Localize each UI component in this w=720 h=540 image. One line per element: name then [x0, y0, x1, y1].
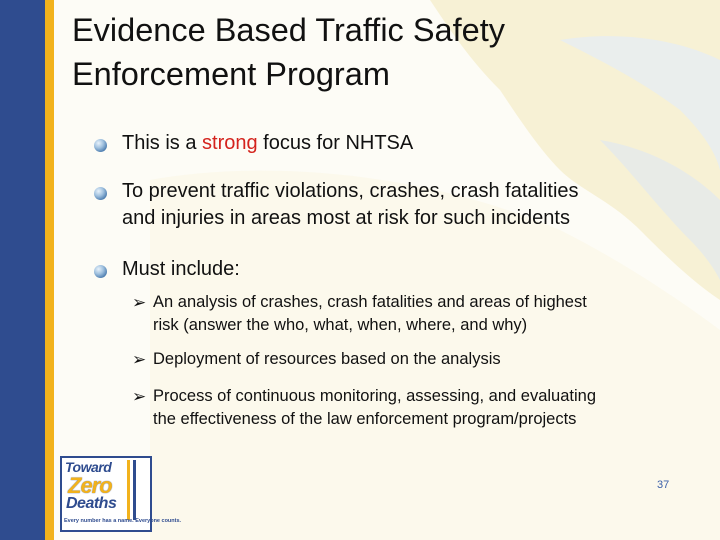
highlighted-word: strong	[202, 132, 258, 154]
slide-title	[72, 8, 672, 96]
logo-word-deaths: Deaths	[66, 495, 117, 512]
bullet-text: Must include:	[122, 258, 240, 280]
sphere-bullet-icon	[94, 139, 107, 152]
left-accent-bar	[45, 0, 54, 540]
logo-tagline: Every number has a name. Everyone counts.	[64, 518, 182, 524]
bullet-text: To prevent traffic violations, crashes, crash fatalities and injuries in areas most at risk for such incidents	[122, 180, 579, 229]
title-line-1: Evidence Based Traffic Safety	[72, 12, 505, 48]
sub-bullet-text: An analysis of crashes, crash fatalities and areas of highest risk (answer the who, what, when, where, and why)	[153, 293, 587, 334]
sub-bullet-text: Process of continuous monitoring, assessing, and evaluating the effectiveness of the law enforcement program/projects	[153, 387, 597, 428]
logo-word-toward: Toward	[65, 459, 112, 475]
sphere-bullet-icon	[94, 265, 107, 278]
toward-zero-deaths-logo	[60, 456, 182, 532]
arrow-bullet-icon: ➢	[132, 387, 147, 406]
arrow-bullet-icon: ➢	[132, 293, 147, 312]
sub-bullet-text: Deployment of resources based on the analysis	[153, 350, 501, 368]
sphere-bullet-icon	[94, 187, 107, 200]
page-number: 37	[657, 479, 670, 491]
title-line-2: Enforcement Program	[72, 56, 390, 92]
bullet-text: This is a strong focus for NHTSA	[122, 132, 414, 154]
left-brand-bar	[0, 0, 45, 540]
arrow-bullet-icon: ➢	[132, 350, 147, 369]
logo-word-zero: Zero	[68, 473, 112, 498]
